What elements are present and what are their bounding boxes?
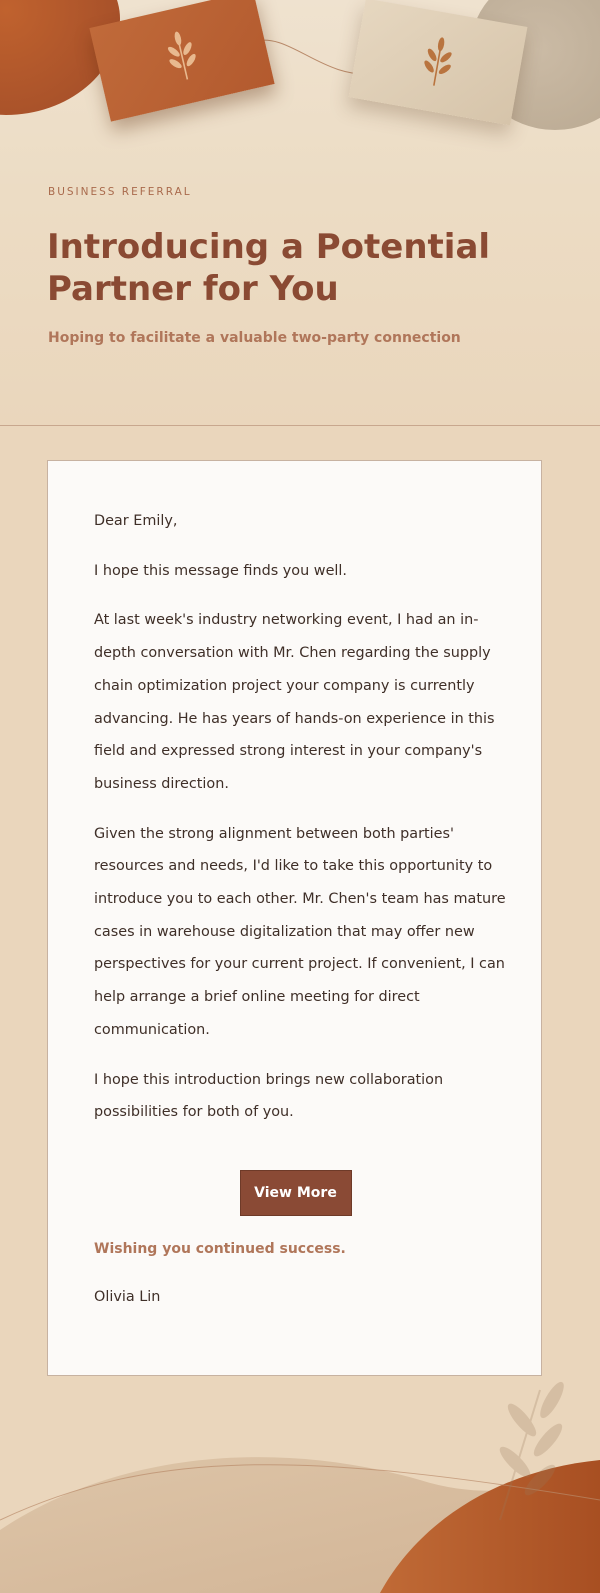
letter-card [47,460,542,1376]
letter-greeting: Dear Emily, [94,513,178,529]
letter-paragraph: I hope this message finds you well. [94,562,347,579]
section-divider [0,425,600,426]
page-subtitle: Hoping to facilitate a valuable two-party connection [48,330,461,346]
footer-decoration [0,1380,600,1593]
eyebrow-label: BUSINESS REFERRAL [48,186,192,198]
letter-paragraph: At last week's industry networking event, I had an in-depth conversation with Mr. Chen regarding the supply chain optimization project your company is currently advancing. He has years of hands-on experience in this field and expressed strong interest in your company's business direction. [94,612,495,792]
hero-banner [0,0,600,433]
page-title: Introducing a Potential Partner for You [47,227,491,309]
closing-line: Wishing you continued success. [94,1241,346,1257]
letter-paragraph: Given the strong alignment between both parties' resources and needs, I'd like to take this opportunity to introduce you to each other. Mr. Chen's team has mature cases in warehouse digitalization that may offer new perspectives for your current project. If convenient, I can help arrange a brief online meeting for direct communication. [94,825,506,1038]
cta-container [48,1170,543,1216]
leaf-sprig-icon [157,26,208,86]
letter-body [94,505,506,1146]
view-more-button[interactable]: View More [240,1170,352,1216]
letter-paragraph: I hope this introduction brings new collaboration possibilities for both of you. [94,1071,444,1121]
signature: Olivia Lin [94,1289,161,1305]
leaf-sprig-icon [414,33,462,91]
